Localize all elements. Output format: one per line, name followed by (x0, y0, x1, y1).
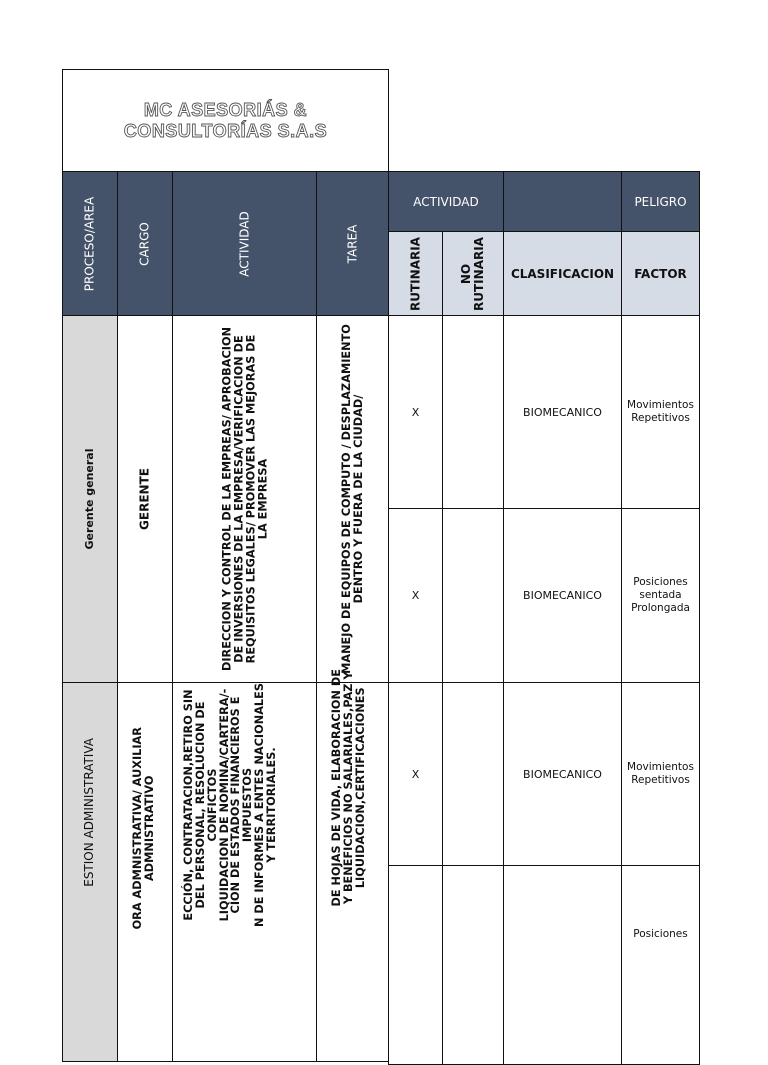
actividad-line: REQUISITOS LEGALES/ PROMOVER LAS MEJORAS DE (243, 334, 257, 664)
actividad-line: DEL PERSONAL, RESOLUCION DE (193, 701, 207, 909)
actividad-line: DE INVERSIONES DE LA EMPRESA/VERIFICACION DE (231, 335, 245, 663)
clasificacion-cell (503, 865, 622, 1065)
proceso-label-admin: ESTION ADMINISTRATIVA (82, 738, 96, 887)
rutinaria-mark: X (388, 508, 443, 683)
factor-line: Movimientos (627, 760, 694, 773)
cargo-line: ADMNISTRATIVO (142, 775, 156, 881)
actividad-line: ECCIÓN, CONTRATACION,RETIRO SIN (182, 689, 195, 921)
rutinaria-mark: X (388, 315, 443, 509)
actividad-text-admin (183, 683, 278, 927)
proceso-label-gerente: Gerente general (82, 448, 96, 550)
factor-line: Repetitivos (631, 774, 690, 786)
clasificacion-cell: BIOMECANICO (503, 315, 622, 509)
header-factor: FACTOR (621, 231, 700, 316)
factor-line: Posiciones (633, 575, 688, 588)
tarea-text-admin (331, 669, 367, 907)
factor-line: Posiciones (633, 928, 688, 940)
tarea-line: LIQUIDACION,CERTIFICACIONES (353, 687, 367, 889)
factor-line: Repetitivos (631, 412, 690, 424)
no-rutinaria-cell (442, 682, 504, 866)
factor-line: Prolongada (631, 602, 690, 615)
cargo-cell-admin (117, 682, 173, 1062)
header-peligro: PELIGRO (621, 171, 700, 232)
header-clasificacion: CLASIFICACION (503, 231, 622, 316)
clasificacion-cell: BIOMECANICO (503, 508, 622, 683)
cargo-text-admin (132, 727, 156, 929)
actividad-line: IMPUESTOS (241, 767, 255, 843)
header-tarea-label: TAREA (344, 224, 359, 263)
company-name-line1: MC ASESORIÁS & (143, 99, 308, 120)
tarea-line: MANEJO DE EQUIPOS DE COMPUTO / DESPLAZAMIENTO (339, 324, 353, 674)
factor-cell (621, 865, 700, 1065)
header-actividad-label: ACTIVIDAD (236, 210, 251, 277)
actividad-line: CONFICTOS (205, 768, 219, 842)
actividad-line: LA EMPRESA (255, 458, 269, 540)
actividad-line: DIRECCION Y CONTROL DE LA EMPREAS/ APROBACION (219, 326, 233, 672)
header-cargo-label: CARGO (137, 221, 152, 266)
rutinaria-mark: X (388, 682, 443, 866)
clasificacion-cell: BIOMECANICO (503, 682, 622, 866)
actividad-cell-admin (172, 682, 317, 1062)
actividad-line: CION DE ESTADOS FINANCIEROS E (229, 696, 243, 914)
proceso-cell-admin (62, 682, 118, 1062)
header-no-rutinaria-line2: RUTINARIA (472, 236, 486, 311)
actividad-line: Y TERRITORIALES. (265, 747, 279, 863)
cargo-line: ORA ADMNISTRATIVA/ AUXILIAR (131, 727, 144, 930)
company-name-line2: CONSULTORÍAS S.A.S (123, 120, 328, 141)
header-rutinaria-label: RUTINARIA (407, 236, 422, 311)
no-rutinaria-cell (442, 865, 504, 1065)
tarea-line: DE HOJAS DE VIDA, ELABORACION DE (330, 669, 343, 907)
factor-cell (621, 682, 700, 866)
header-no-rutinaria-line1: NO (458, 263, 473, 284)
header-proceso-label: PROCESO/AREA (82, 196, 97, 291)
tarea-line: Y BENEFICIOS NO SALARIALES,PAZ Y (341, 671, 355, 905)
actividad-line: N DE INFORMES A ENTES NACIONALES (253, 683, 267, 928)
header-actividad-group: ACTIVIDAD (388, 171, 504, 232)
factor-line: Movimientos (627, 398, 694, 411)
tarea-cell-admin (316, 669, 389, 1062)
tarea-line: DENTRO Y FUERA DE LA CIUDAD/ (351, 394, 365, 604)
factor-line: sentada (639, 588, 682, 601)
actividad-line: LIQUIDACION DE NOMINA/CARTERA/- (217, 688, 231, 922)
rutinaria-mark (388, 865, 443, 1065)
cargo-label-gerente: GERENTE (137, 468, 152, 530)
